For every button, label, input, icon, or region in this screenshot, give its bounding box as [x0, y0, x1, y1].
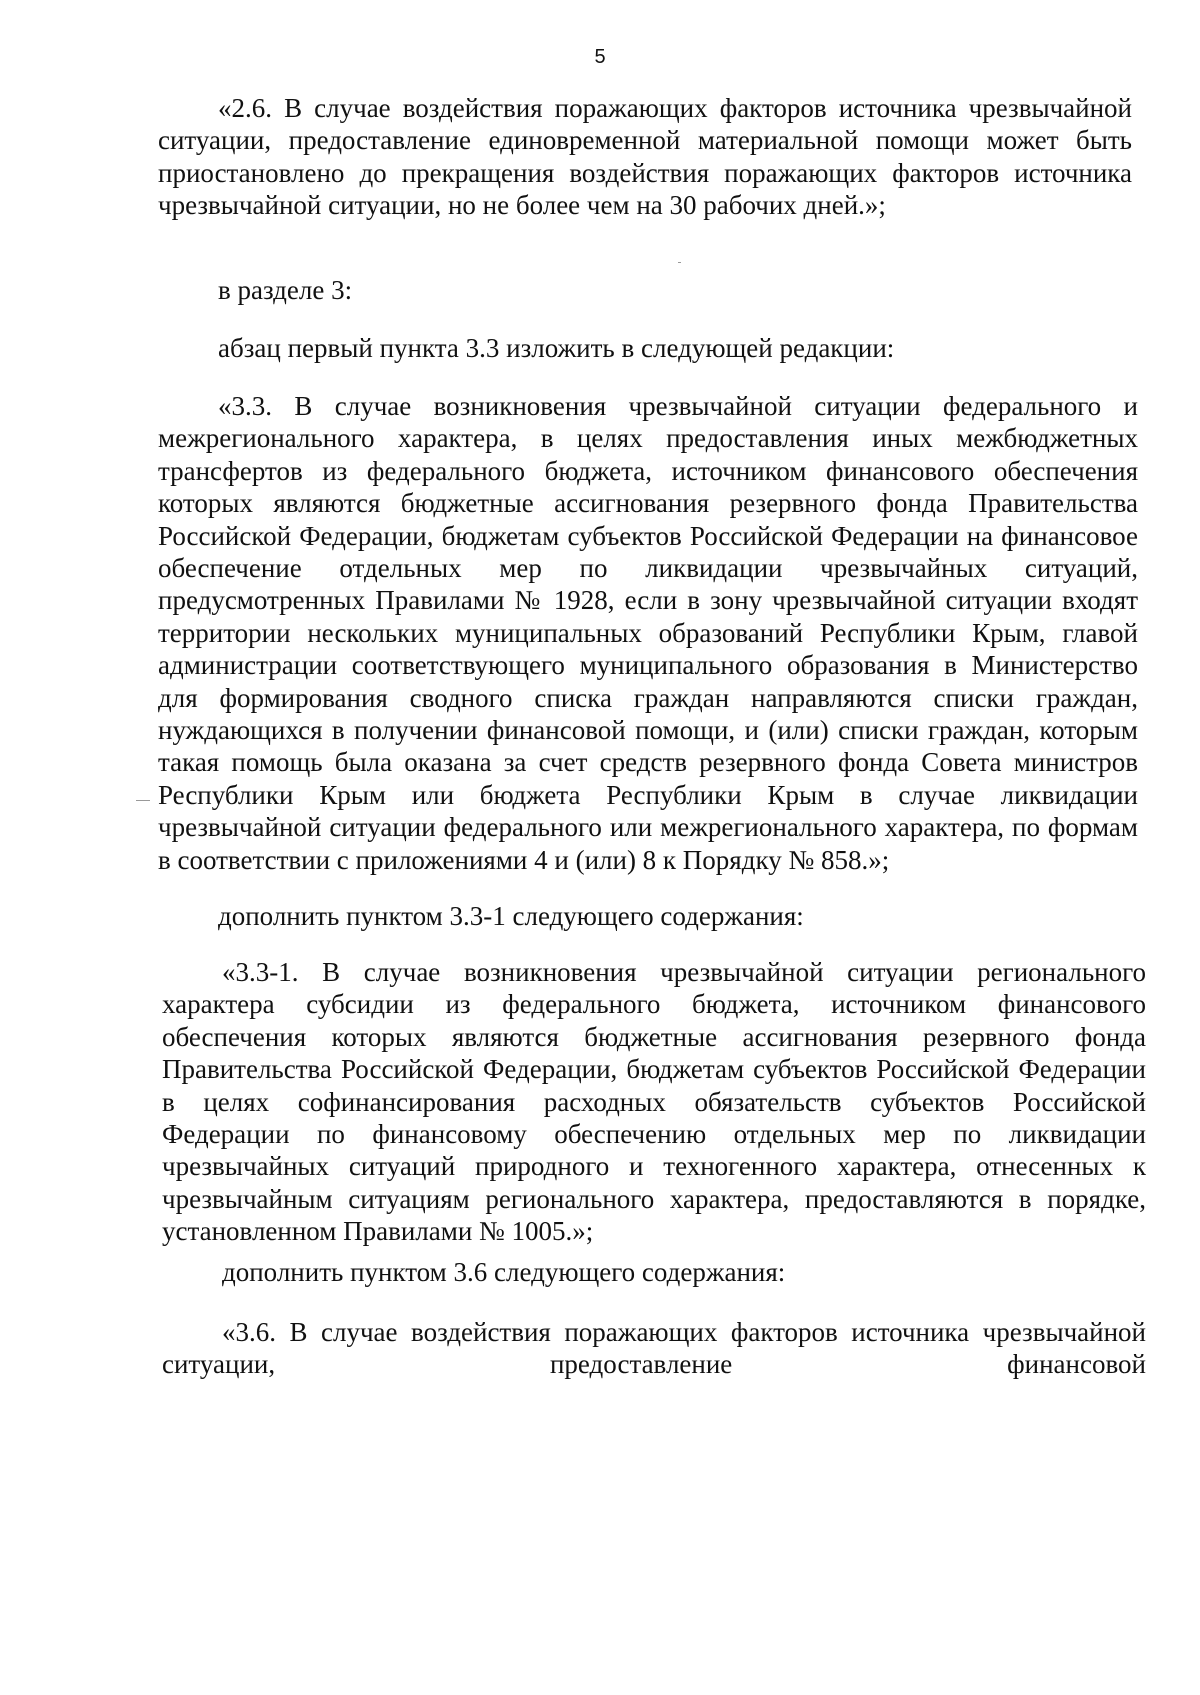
- paragraph-abzac-3-3: абзац первый пункта 3.3 изложить в следующей редакции:: [218, 333, 895, 363]
- paragraph-3-6: «3.6. В случае воздействия поражающих факторов источника чрезвычайной ситуации, предоставление финансовой: [162, 1317, 1146, 1380]
- scan-mark: [136, 800, 150, 801]
- paragraph-3-3: «3.3. В случае возникновения чрезвычайной ситуации федерального и межрегионального характера, в целях предоставления иных межбюджетных трансфертов из федерального бюджета, источником финансового обеспечения которых являются бюджетные ассигнования резервного фонда Правительства Российской Федерации, бюджетам субъектов Российской Федерации на финансовое обеспечение отдельных мер по ликвидации чрезвычайных ситуаций, предусмотренных Правилами № 1928, если в зону чрезвычайной ситуации входят территории нескольких муниципальных образований Республики Крым, главой администрации соответствующего муниципального образования в Министерство для формирования сводного списка граждан направляются списки граждан, нуждающихся в получении финансовой помощи, и (или) списки граждан, которым такая помощь была оказана за счет средств резервного фонда Совета министров Республики Крым или бюджета Республики Крым в случае ликвидации чрезвычайной ситуации федерального или межрегионального характера, по формам в соответствии с приложениями 4 и (или) 8 к Порядку № 858.»;: [158, 391, 1138, 875]
- paragraph-section-3: в разделе 3:: [218, 275, 353, 305]
- paragraph-2-6: «2.6. В случае воздействия поражающих факторов источника чрезвычайной ситуации, предоставление единовременной материальной помощи может быть приостановлено до прекращения воздействия поражающих факторов источника чрезвычайной ситуации, но не более чем на 30 рабочих дней.»;: [158, 93, 1132, 221]
- paragraph-3-3-1: «3.3-1. В случае возникновения чрезвычайной ситуации регионального характера субсидии из федерального бюджета, источником финансового обеспечения которых являются бюджетные ассигнования резервного фонда Правительства Российской Федерации, бюджетам субъектов Российской Федерации в целях софинансирования расходных обязательств субъектов Российской Федерации по финансовому обеспечению отдельных мер по ликвидации чрезвычайных ситуаций природного и техногенного характера, отнесенных к чрезвычайным ситуациям регионального характера, предоставляются в порядке, установленном Правилами № 1005.»;: [162, 957, 1146, 1247]
- page-number: 5: [594, 46, 606, 68]
- paragraph-add-3-6: дополнить пунктом 3.6 следующего содержания:: [222, 1257, 786, 1287]
- paragraph-add-3-3-1: дополнить пунктом 3.3-1 следующего содержания:: [218, 901, 804, 931]
- scan-mark: [678, 262, 681, 263]
